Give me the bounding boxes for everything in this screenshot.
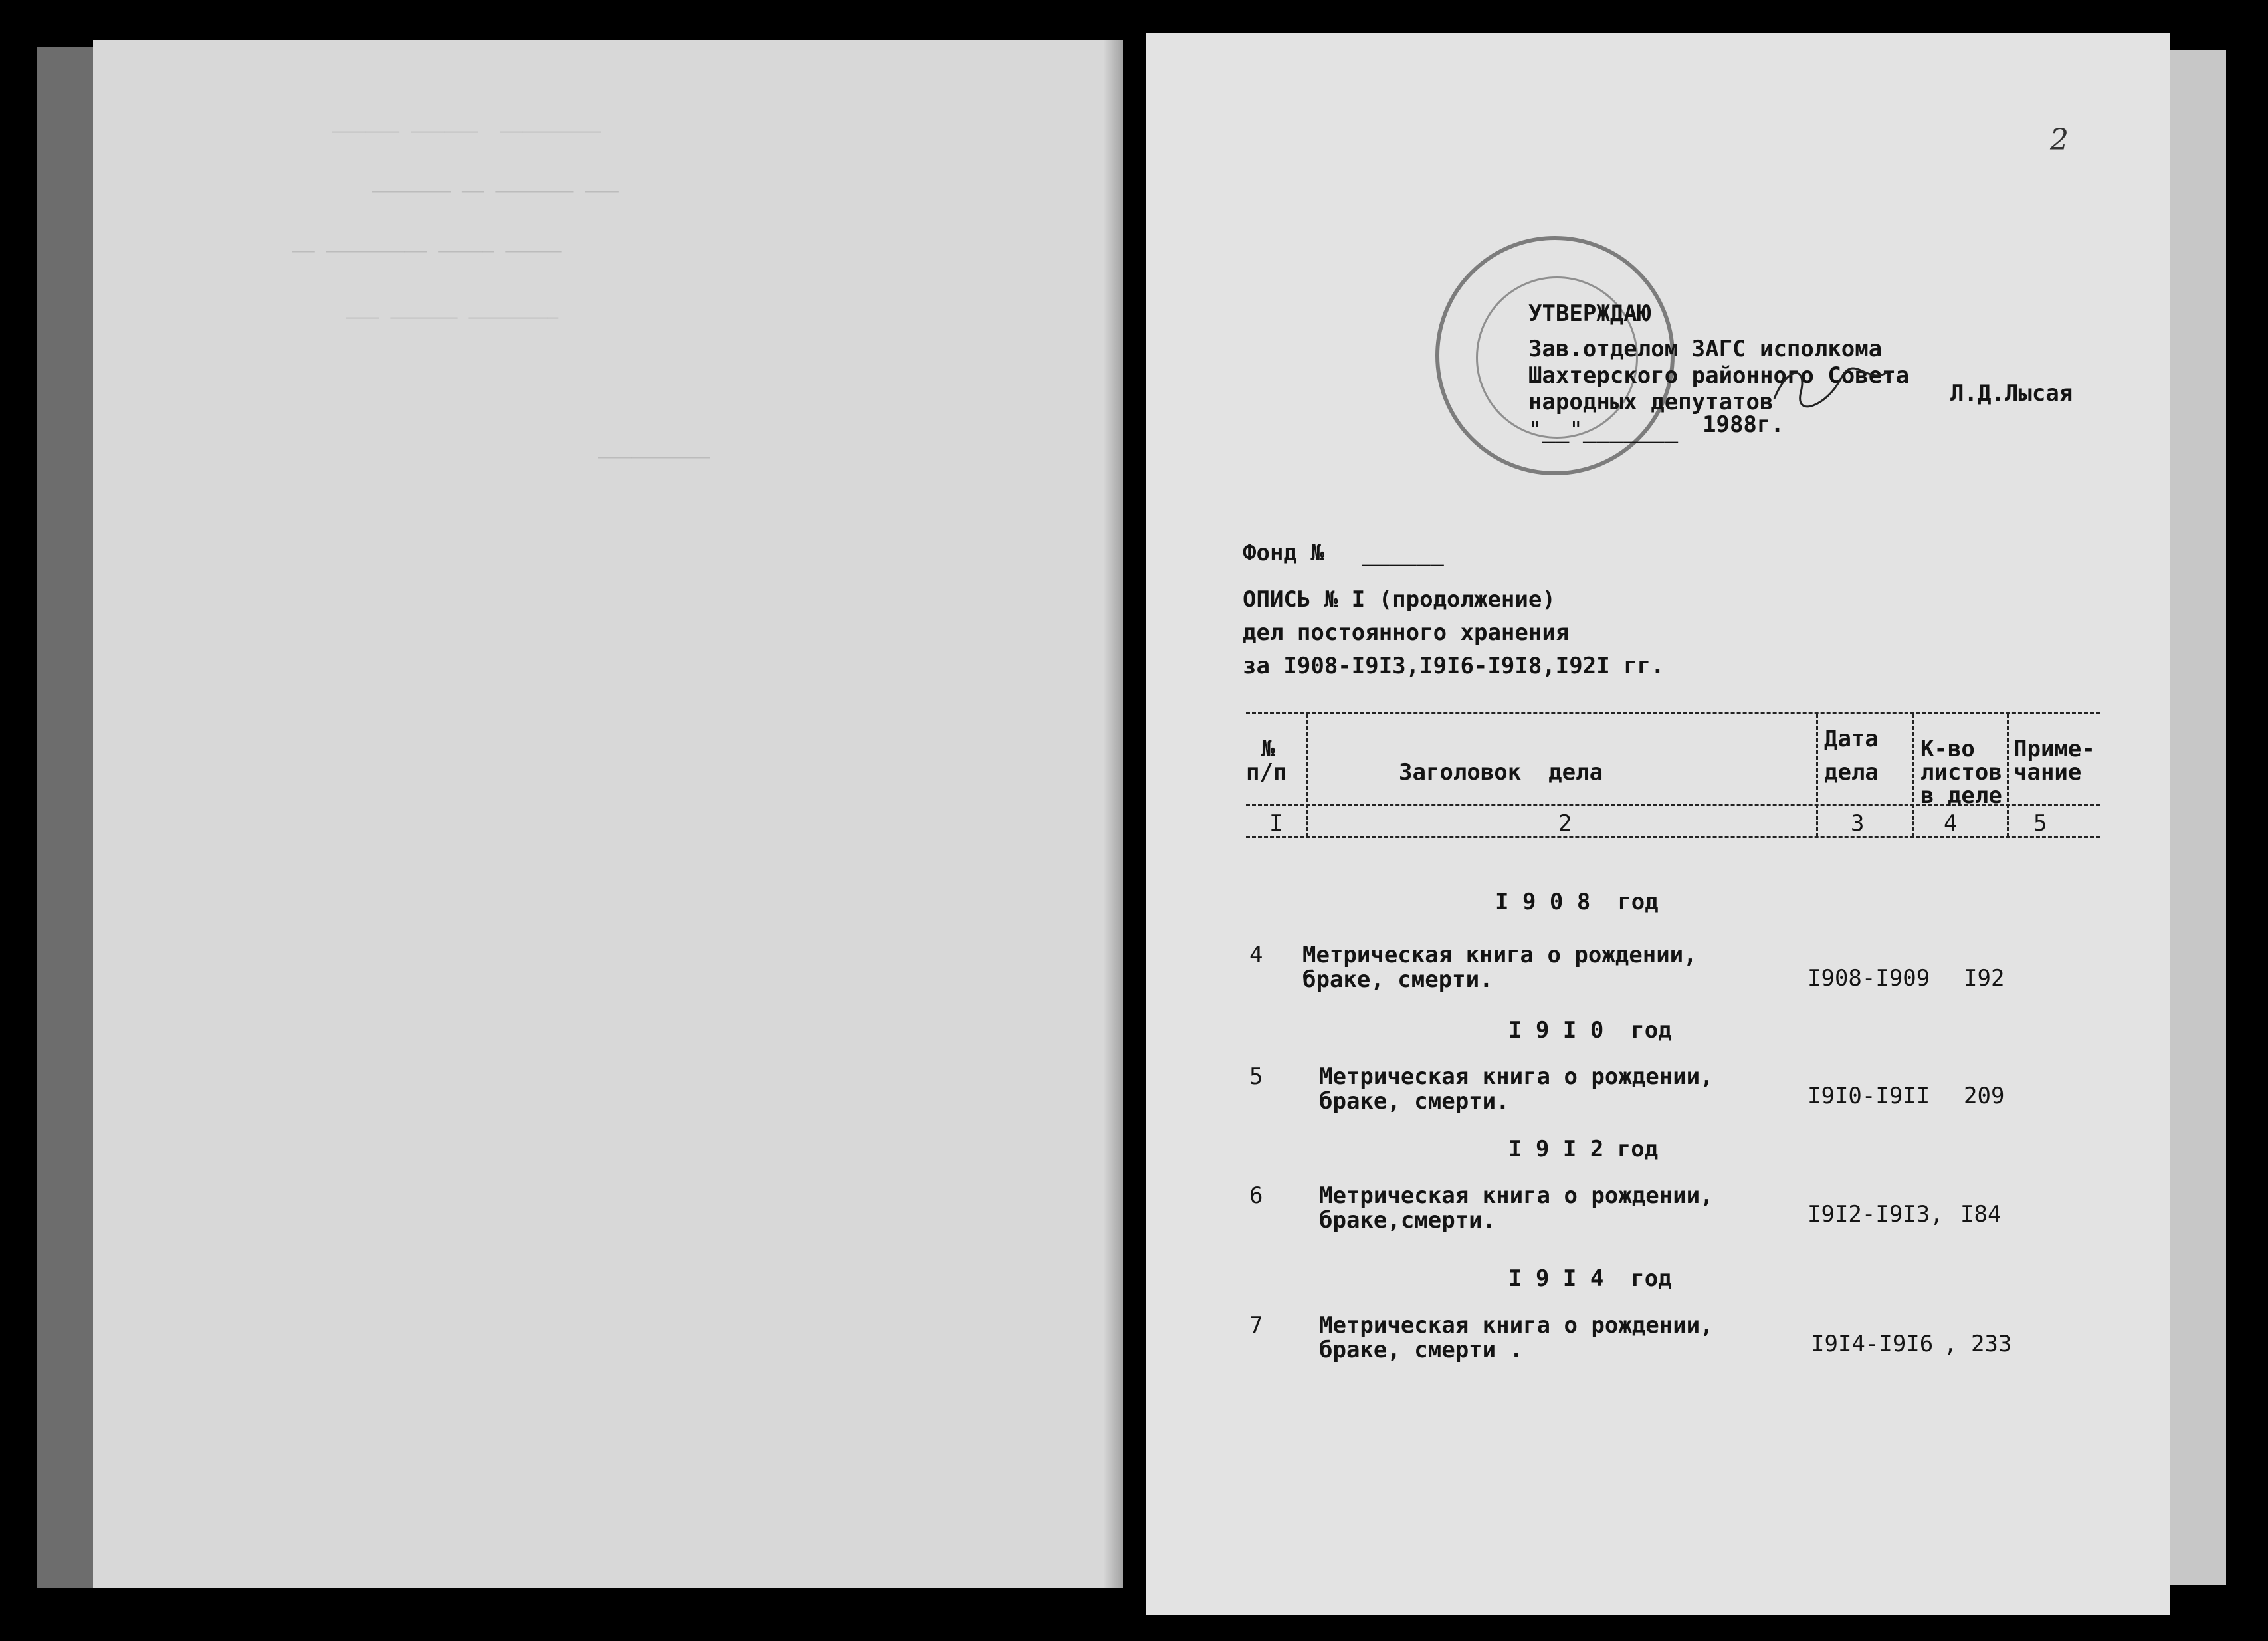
page-number: 2 xyxy=(2050,123,2069,157)
left-page xyxy=(93,40,1123,1588)
column-number: I xyxy=(1269,810,1283,837)
approval-council: Шахтерского районного Совета xyxy=(1528,362,1910,389)
table-top-rule xyxy=(1246,712,2100,714)
item-number: 4 xyxy=(1249,942,1263,968)
approval-position: Зав.отделом ЗАГС исполкома xyxy=(1528,336,1883,362)
item-sheets: I84 xyxy=(1960,1201,2002,1228)
column-number: 4 xyxy=(1944,810,1958,837)
header-date-line2: дела xyxy=(1824,759,1879,786)
year-heading: I 9 I 0 год xyxy=(1508,1017,1672,1043)
column-number: 3 xyxy=(1851,810,1865,837)
item-number: 5 xyxy=(1249,1063,1263,1090)
item-sheets: I92 xyxy=(1964,965,2005,992)
bleed-through-text: —————————— xyxy=(598,445,710,467)
approval-date-day: "__"_______ xyxy=(1528,417,1679,443)
item-number: 7 xyxy=(1249,1312,1263,1339)
approval-deputies: народных депутатов xyxy=(1528,389,1774,415)
item-title-cont: браке, смерти. xyxy=(1319,1088,1510,1115)
header-date-line1: Дата xyxy=(1824,726,1879,752)
table-numbers-rule xyxy=(1246,836,2100,838)
approval-signer: Л.Д.Лысая xyxy=(1950,380,2073,407)
approval-date-year: 1988г. xyxy=(1702,411,1784,438)
item-sheets: , 233 xyxy=(1944,1331,2012,1357)
bleed-through-text: ————————— —————— —————— xyxy=(332,120,601,142)
approval-heading: УТВЕРЖДАЮ xyxy=(1528,300,1651,327)
item-number: 6 xyxy=(1249,1182,1263,1209)
fond-blank: ______ xyxy=(1362,540,1444,566)
page-crease xyxy=(1103,40,1123,1588)
opis-years: за I908-I9I3,I9I6-I9I8,I92I гг. xyxy=(1243,653,1665,679)
header-qty-line1: К-во xyxy=(1920,736,1975,762)
item-title-cont: браке, смерти. xyxy=(1302,966,1493,993)
header-note-line2: чание xyxy=(2013,759,2082,786)
table-column-divider xyxy=(1816,714,1818,837)
header-note-line1: Приме- xyxy=(2013,736,2095,762)
column-number: 2 xyxy=(1558,810,1572,837)
item-dates: I9I4-I9I6 xyxy=(1811,1331,1934,1357)
year-heading: I 9 I 4 год xyxy=(1508,1265,1672,1292)
item-dates: I9I0-I9II xyxy=(1807,1083,1930,1109)
item-title: Метрическая книга о рождении, xyxy=(1319,1182,1714,1209)
item-title-cont: браке,смерти. xyxy=(1319,1207,1496,1234)
signature-image xyxy=(1761,359,1894,412)
header-num-label: п/п xyxy=(1246,759,1287,786)
bleed-through-text: ———————— —————— ——— xyxy=(346,306,559,328)
table-column-divider xyxy=(1306,714,1308,837)
header-num-symbol: № xyxy=(1261,736,1275,762)
year-heading: I 9 I 2 год xyxy=(1508,1136,1659,1162)
opis-subtitle: дел постоянного хранения xyxy=(1243,619,1570,646)
column-number: 5 xyxy=(2033,810,2047,837)
bleed-through-text: ——— ——————— —— ——————— xyxy=(372,179,619,201)
book-spine xyxy=(37,47,100,1588)
header-qty-line3: в деле xyxy=(1920,782,2002,809)
header-qty-line2: листов xyxy=(1920,759,2002,786)
header-title: Заголовок дела xyxy=(1399,759,1603,786)
item-title: Метрическая книга о рождении, xyxy=(1302,942,1697,968)
year-heading: I 9 0 8 год xyxy=(1495,889,1659,915)
bleed-through-text: ————— ————— ————————— —— xyxy=(292,239,562,261)
item-sheets: 209 xyxy=(1964,1083,2005,1109)
item-dates: I9I2-I9I3, xyxy=(1807,1201,1944,1228)
right-page xyxy=(1146,33,2170,1615)
fond-label: Фонд № xyxy=(1243,540,1324,566)
item-title-cont: браке, смерти . xyxy=(1319,1337,1524,1363)
opis-title: ОПИСЬ № I (продолжение) xyxy=(1243,586,1556,613)
item-title: Метрическая книга о рождении, xyxy=(1319,1063,1714,1090)
table-column-divider xyxy=(1912,714,1914,837)
table-column-divider xyxy=(2007,714,2009,837)
item-dates: I908-I909 xyxy=(1807,965,1930,992)
item-title: Метрическая книга о рождении, xyxy=(1319,1312,1714,1339)
